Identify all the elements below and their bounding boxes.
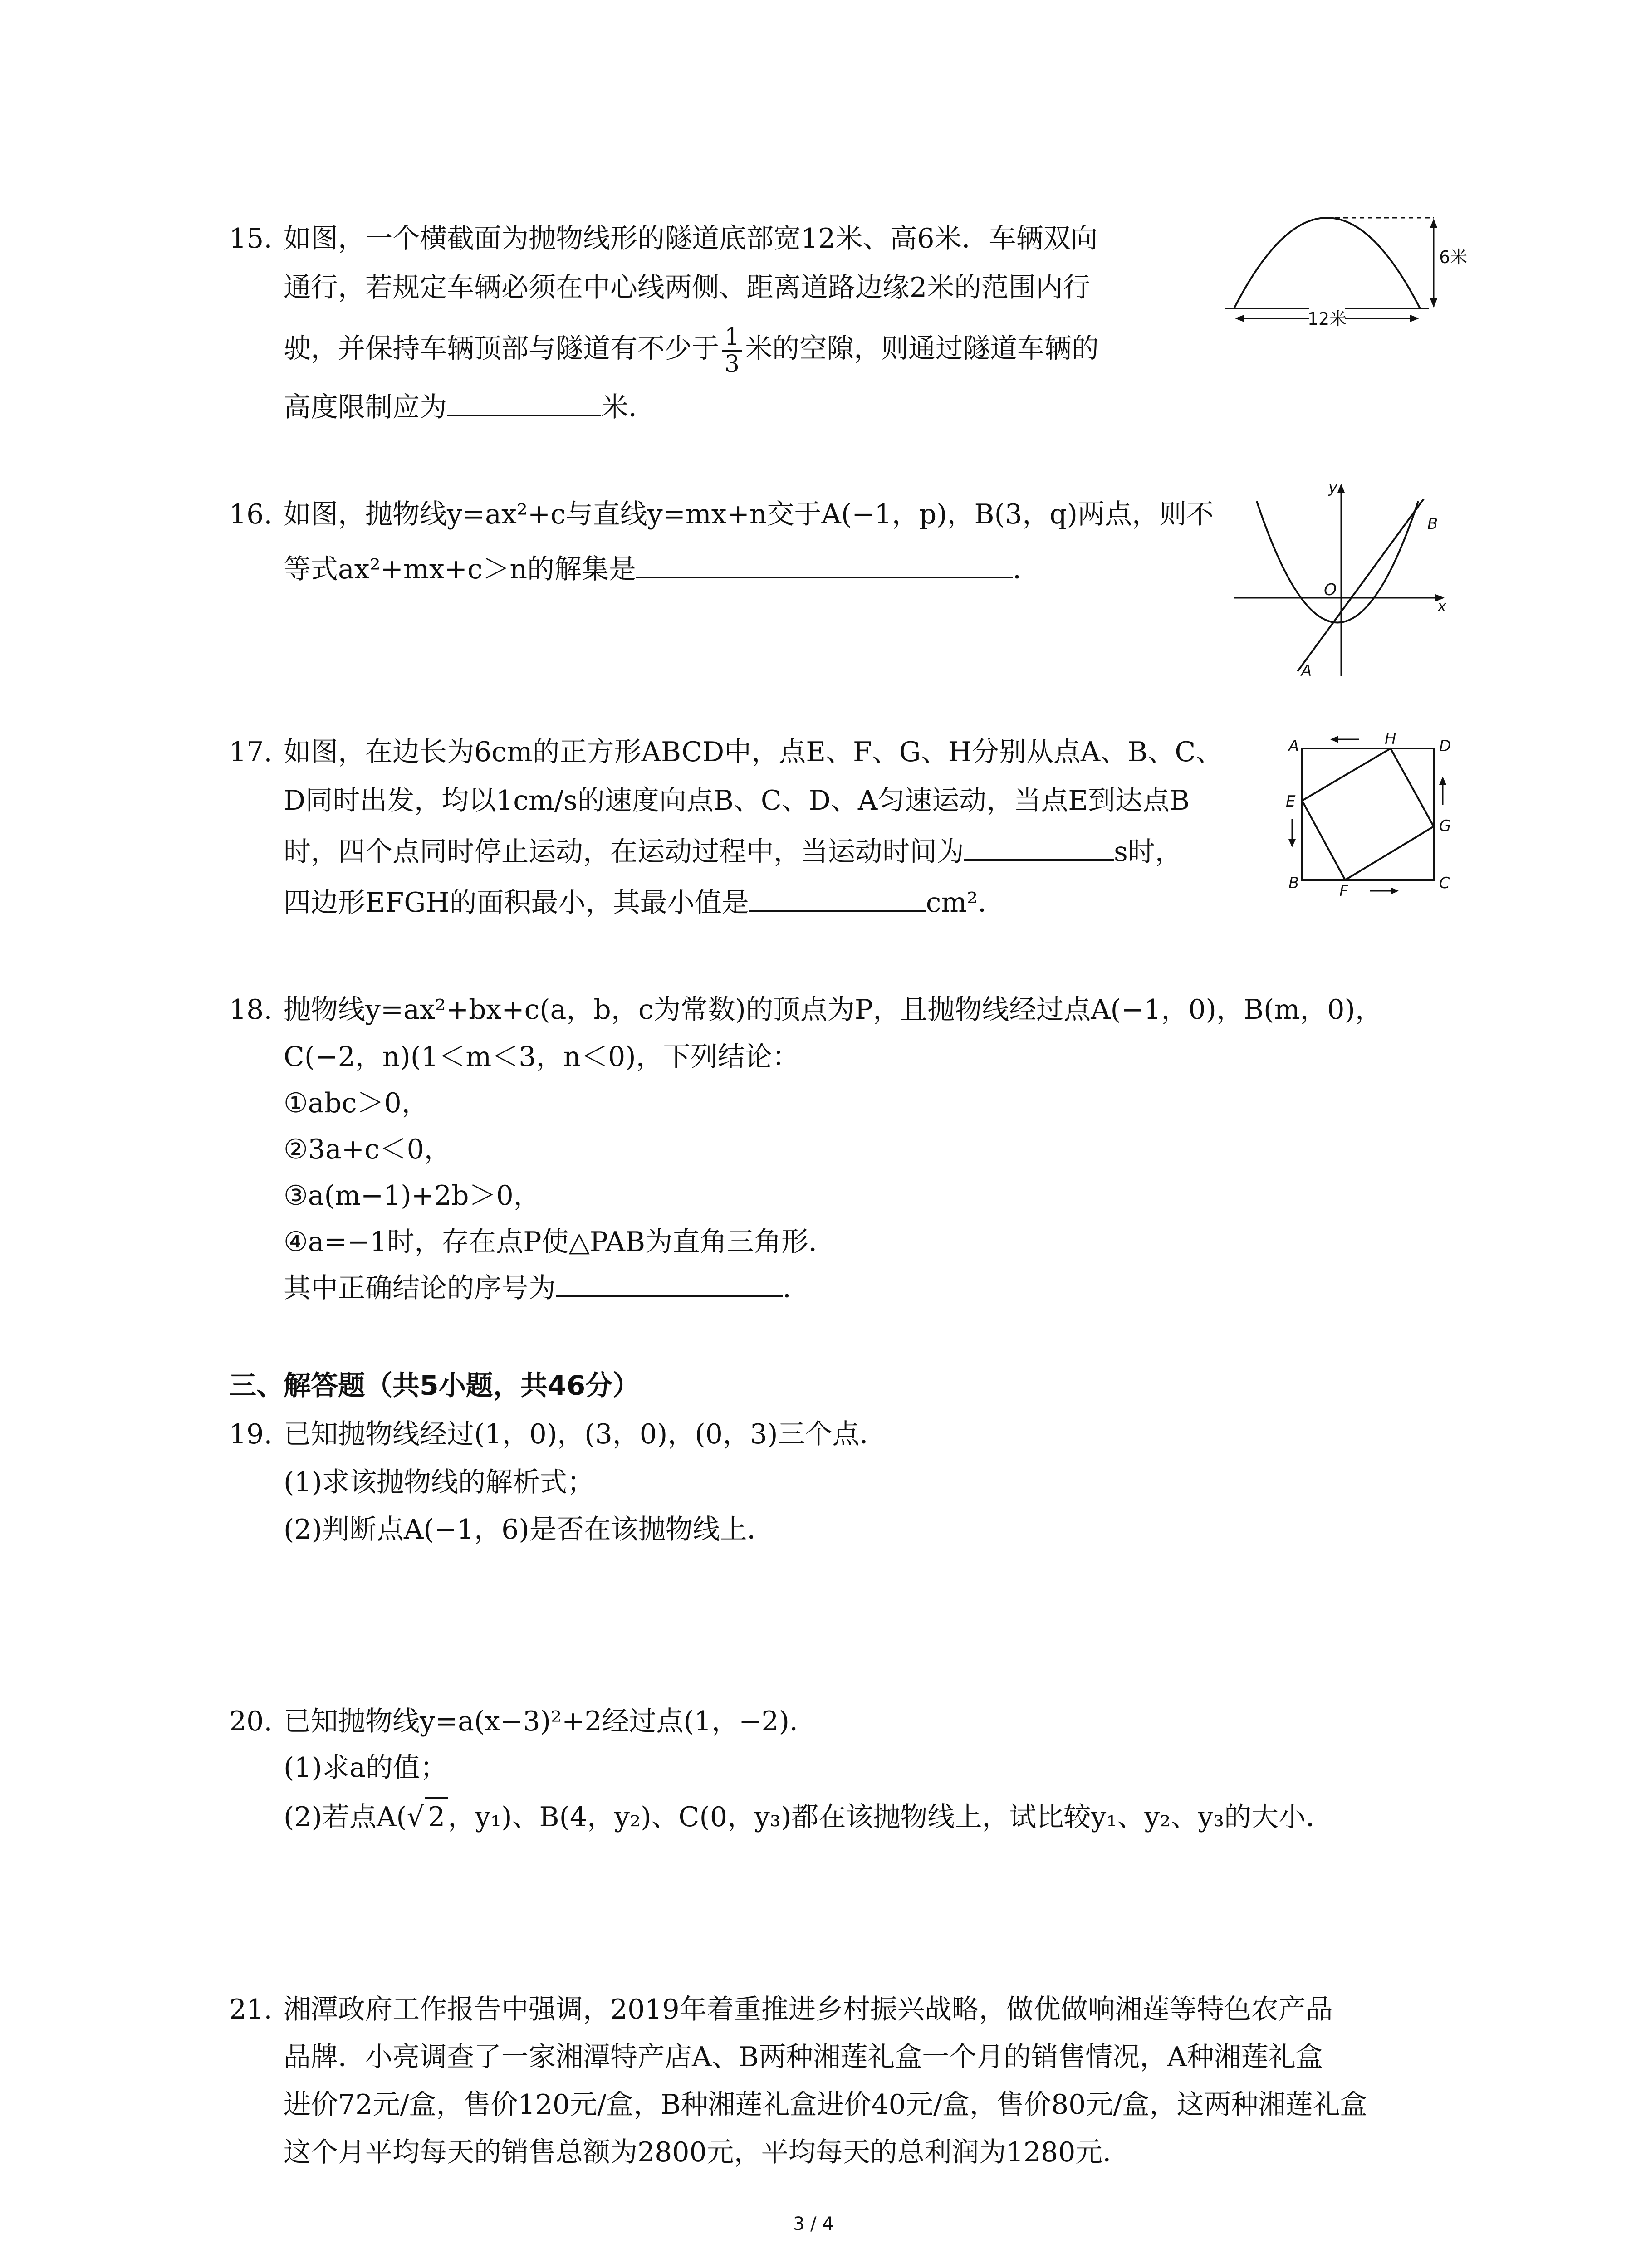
q18-answer-blank[interactable] (556, 1270, 783, 1297)
q16-line-2-start: 等式ax²+mx+c＞n的解集是 (284, 553, 637, 585)
q15-fraction-denominator: 3 (725, 351, 740, 378)
q18-line-7 (284, 1270, 810, 1306)
q16-point-b-label: B (1427, 515, 1438, 533)
q18-number: 18. (229, 994, 273, 1026)
q21-number: 21. (229, 1994, 273, 2025)
q16-line-1: 如图，抛物线y=ax²+c与直线y=mx+n交于A(−1，p)，B(3，q)两点，则不 (284, 499, 1214, 530)
q17-line-1: 如图，在边长为6cm的正方形ABCD中，点E、F、G、H分别从点A、B、C、 (284, 736, 1223, 768)
q21-line-3: 进价72元/盒，售价120元/盒，B种湘莲礼盒进价40元/盒，售价80元/盒，这两种湘莲礼盒 (284, 2089, 1367, 2121)
q19-line-1: 已知抛物线经过(1，0)，(3，0)，(0，3)三个点． (284, 1418, 887, 1450)
q21-line-1: 湘潭政府工作报告中强调，2019年着重推进乡村振兴战略，做优做响湘莲等特色农产品 (284, 1994, 1333, 2025)
q17-line-3-end: s时， (1114, 836, 1182, 868)
q15-line-3-end: 米的空隙，则通过隧道车辆的 (745, 332, 1099, 365)
q21-line-2: 品牌．小亮调查了一家湘潭特产店A、B两种湘莲礼盒一个月的销售情况，A种湘莲礼盒 (284, 2041, 1323, 2073)
q17-square-figure (1279, 726, 1461, 898)
q20-line-2: (1)求a的值； (284, 1752, 447, 1784)
q15-fraction (722, 324, 742, 377)
q18-option-4: ④a=−1时，存在点P使△PAB为直角三角形． (284, 1226, 836, 1258)
q15-width-arrow-left (1235, 315, 1244, 322)
q18-line-1: 抛物线y=ax²+bx+c(a，b，c为常数)的顶点为P，且抛物线经过点A(−1，0)，B(m，0)， (284, 994, 1382, 1026)
q15-line-3 (284, 324, 1099, 377)
section-3-title: 三、解答题（共5小题，共46分） (229, 1370, 640, 1402)
q20-number: 20. (229, 1706, 273, 1737)
q16-x-label: x (1437, 597, 1447, 616)
q15-height-arrow-down (1430, 298, 1437, 308)
q20-line-3-start: (2)若点A( (284, 1801, 407, 1833)
q17-label-a: A (1288, 737, 1299, 755)
q15-number: 15. (229, 223, 273, 254)
q18-line-2: C(−2，n)(1＜m＜3，n＜0)，下列结论： (284, 1041, 799, 1073)
q20-line-3-end: ，y₁)、B(4，y₂)、C(0，y₃)都在该抛物线上，试比较y₁、y₂、y₃的大小． (448, 1801, 1333, 1833)
q18-option-1: ①abc＞0， (284, 1087, 429, 1119)
q15-line-4-start: 高度限制应为 (284, 391, 447, 423)
q16-origin-label: O (1324, 581, 1337, 599)
q15-parabola (1234, 218, 1420, 308)
q17-line-3 (284, 834, 1182, 870)
q17-line-4-start: 四边形EFGH的面积最小，其最小值是 (284, 887, 749, 919)
q15-line-1: 如图，一个横截面为抛物线形的隧道底部宽12米、高6米．车辆双向 (284, 223, 1098, 254)
q17-arrow-top-head (1330, 736, 1338, 743)
q17-label-c: C (1439, 874, 1450, 892)
page-number: 3 / 4 (793, 2214, 834, 2234)
q16-graph-figure (1225, 476, 1461, 685)
q17-arrow-right-head (1439, 777, 1446, 785)
q15-answer-blank[interactable] (447, 389, 601, 416)
q15-line-2: 通行，若规定车辆必须在中心线两侧、距离道路边缘2米的范围内行 (284, 272, 1091, 303)
q20-line-3 (284, 1797, 1333, 1835)
q18-option-2: ②3a+c＜0， (284, 1134, 451, 1165)
q16-y-axis-arrow (1337, 484, 1345, 493)
q19-line-3: (2)判断点A(−1，6)是否在该抛物线上． (284, 1514, 774, 1545)
q16-number: 16. (229, 499, 273, 530)
q17-label-d: D (1439, 737, 1451, 755)
q17-line-2: D同时出发，均以1cm/s的速度向点B、C、D、A匀速运动，当点E到达点B (284, 785, 1190, 816)
q19-number: 19. (229, 1418, 273, 1450)
q16-answer-blank[interactable] (636, 551, 1013, 578)
q17-area-blank[interactable] (749, 885, 926, 912)
q20-line-1: 已知抛物线y=a(x−3)²+2经过点(1，−2)． (284, 1706, 817, 1737)
q16-point-a-label: A (1301, 662, 1312, 680)
q17-line-4 (284, 885, 1005, 921)
q16-line-2-end: ． (1013, 553, 1040, 585)
q15-fraction-numerator: 1 (722, 324, 742, 352)
q15-line-4 (284, 389, 656, 425)
sqrt-symbol: √ (407, 1801, 424, 1833)
q17-line-3-start: 时，四个点同时停止运动，在运动过程中，当运动时间为 (284, 836, 964, 868)
q21-line-4: 这个月平均每天的销售总额为2800元，平均每天的总利润为1280元． (284, 2136, 1130, 2168)
q17-label-g: G (1439, 817, 1451, 835)
q17-label-e: E (1286, 792, 1296, 811)
q18-option-3: ③a(m−1)+2b＞0， (284, 1180, 541, 1212)
q16-line (1298, 499, 1424, 671)
q17-time-blank[interactable] (964, 834, 1114, 861)
q15-width-label: 12米 (1307, 309, 1347, 329)
q17-arrow-bottom-head (1391, 887, 1399, 894)
q15-width-arrow-right (1410, 315, 1419, 322)
q15-line-3-start: 驶，并保持车辆顶部与隧道有不少于 (284, 332, 719, 365)
q17-quad-efgh (1302, 748, 1434, 880)
q16-y-label: y (1328, 479, 1338, 497)
q16-line-2 (284, 551, 1040, 587)
q15-line-4-end: 米． (601, 391, 656, 423)
q17-label-h: H (1385, 730, 1396, 748)
q16-parabola (1257, 501, 1418, 623)
q15-height-arrow-up (1430, 219, 1437, 228)
q17-label-f: F (1339, 882, 1348, 898)
q15-tunnel-figure (1216, 200, 1470, 349)
q15-height-label: 6米 (1439, 247, 1468, 267)
q20-sqrt-radicand: 2 (425, 1797, 448, 1835)
q19-line-2: (1)求该抛物线的解析式； (284, 1466, 594, 1498)
q17-label-b: B (1288, 874, 1299, 892)
q18-line-7-start: 其中正确结论的序号为 (284, 1272, 556, 1304)
q17-square-abcd (1302, 748, 1434, 880)
q18-line-7-end: ． (783, 1272, 810, 1304)
q17-line-4-end: cm²． (926, 887, 1005, 919)
q17-number: 17. (229, 736, 273, 768)
q17-arrow-left-head (1288, 839, 1296, 847)
